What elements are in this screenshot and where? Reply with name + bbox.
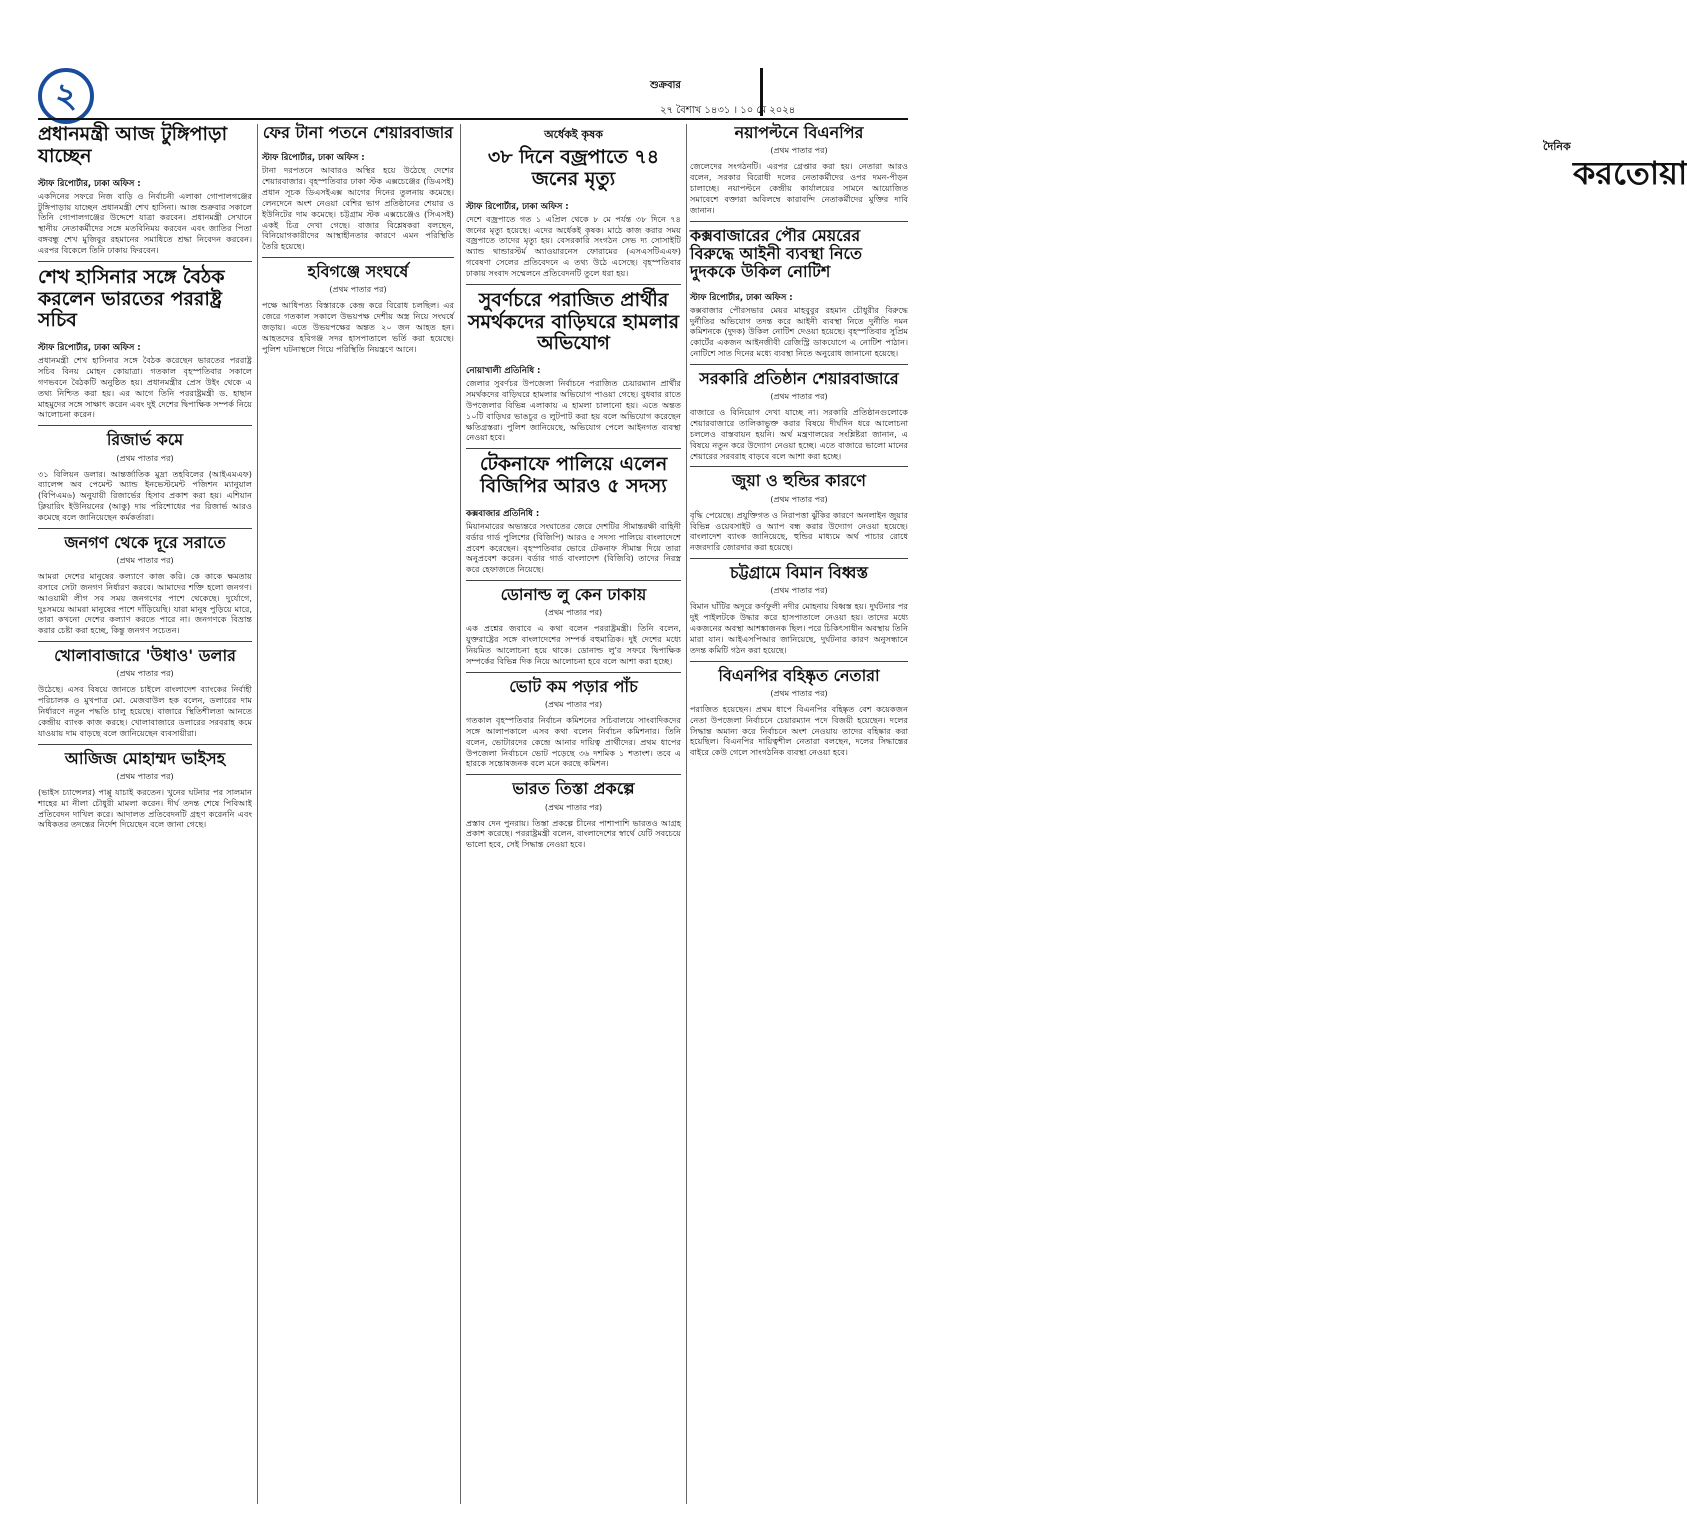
byline: কক্সবাজার প্রতিনিধি :	[466, 508, 540, 519]
byline: নোয়াখালী প্রতিনিধি :	[466, 366, 541, 377]
column-divider	[257, 124, 258, 1504]
divider	[38, 744, 252, 745]
article-body: প্রধানমন্ত্রী শেখ হাসিনার সঙ্গে বৈঠক করেছেন ভারতের পররাষ্ট্র সচিব বিনয় মোহন কোয়াত্রা। গতকাল বৃহস্পতিবার সকালে গণভবনে বৈঠকটি অনুষ্ঠিত হয়। প্রধানমন্ত্রীর প্রেস উইং থেকে এ তথ্য নিশ্চিত করা হয়। এর আগে তিনি পররাষ্ট্রমন্ত্রী ড. হাছান মাহমুদের সঙ্গে সাক্ষাৎ করেন এবং দুই দেশের দ্বিপাক্ষিক সম্পর্ক নিয়ে আলোচনা করেন।	[38, 355, 252, 420]
divider	[38, 425, 252, 426]
column-1	[38, 124, 252, 1504]
headline-donald-lu: ডোনাল্ড লু কেন ঢাকায়	[500, 584, 647, 604]
article-gambling	[690, 472, 908, 553]
article-share-market	[262, 124, 454, 252]
headline-habiganj: হবিগঞ্জে সংঘর্ষে	[307, 262, 409, 282]
article-body: উঠেছে। এসব বিষয়ে জানতে চাইলে বাংলাদেশ ব্যাংকের নির্বাহী পরিচালক ও মুখপাত্র মো. মেজবাউল হক বলেন, ডলারের দাম নির্ধারণে নতুন পদ্ধতি চালু হয়েছে। বাজারে স্থিতিশীলতা আনতে কেন্দ্রীয় ব্যাংক কাজ করছে। খোলাবাজারে ডলারের সরবরাহ কমে যাওয়ায় দাম বাড়ছে বলে জানিয়েছেন ব্যবসায়ীরা।	[38, 684, 252, 738]
article-body: বৃদ্ধি পেয়েছে। প্রযুক্তিগত ও নিরাপত্তা ঝুঁকির কারণে অনলাইন জুয়ার বিভিন্ন ওয়েবসাইট ও অ্যাপ বন্ধ করার উদ্যোগ নেওয়া হয়েছে। বাংলাদেশ ব্যাংক জানিয়েছে, হুন্ডির মাধ্যমে অর্থ পাচার রোধে নজরদারি জোরদার করা হয়েছে।	[690, 509, 908, 553]
divider	[466, 580, 681, 581]
article-body: পক্ষে আধিপত্য বিস্তারকে কেন্দ্র করে বিরোধ চলছিল। এর জেরে গতকাল সকালে উভয়পক্ষ দেশীয় অস্ত্র নিয়ে সংঘর্ষে জড়ায়। এতে উভয়পক্ষের অন্তত ২০ জন আহত হন। আহতদের হবিগঞ্জ সদর হাসপাতালে ভর্তি করা হয়েছে। পুলিশ ঘটনাস্থলে গিয়ে পরিস্থিতি নিয়ন্ত্রণে আনে।	[262, 300, 454, 354]
headline-dollar: খোলাবাজারে 'উধাও' ডলার	[54, 646, 236, 666]
headline-pm: প্রধানমন্ত্রী আজ টুঙ্গিপাড়া যাচ্ছেন	[38, 123, 228, 167]
divider	[466, 448, 681, 449]
headline-people: জনগণ থেকে দূরে সরাতে	[64, 532, 226, 552]
article-body: ৩১ বিলিয়ন ডলার। আন্তর্জাতিক মুদ্রা তহবিলের (আইএমএফ) ব্যালেন্স অব পেমেন্ট অ্যান্ড ইনভেস্টমেন্ট পজিশন ম্যানুয়াল (বিপিএম৬) অনুযায়ী রিজার্ভের হিসাব প্রকাশ করা হয়। এশিয়ান ক্লিয়ারিং ইউনিয়নের (আকু) দায় পরিশোধের পর রিজার্ভ আরও কমেছে বলে জানিয়েছেন কর্মকর্তারা।	[38, 468, 252, 522]
column-4	[690, 124, 908, 1504]
divider	[38, 528, 252, 529]
day-label: শুক্রবার	[650, 80, 681, 91]
headline-lightning: ৩৮ দিনে বজ্রপাতে ৭৪ জনের মৃত্যু	[487, 146, 660, 190]
continuation-note: (প্রথম পাতার পর)	[544, 700, 603, 710]
article-body: গতকাল বৃহস্পতিবার নির্বাচন কমিশনের সচিবালয়ে সাংবাদিকদের সঙ্গে আলাপকালে এসব কথা বলেন নির্বাচন কমিশনার। তিনি বলেন, ভোটারদের কেন্দ্রে আনার দায়িত্ব প্রার্থীদের। প্রথম ধাপের উপজেলা নির্বাচনে ভোট পড়েছে ৩৬ দশমিক ১ শতাংশ। তবে এ হারকে সন্তোষজনক বলে মনে করছে কমিশন।	[466, 715, 681, 769]
headline-vote: ভোট কম পড়ার পাঁচ	[509, 676, 638, 696]
article-people	[38, 534, 252, 636]
logo-small-text: দৈনিক	[1543, 140, 1571, 153]
article-teknaf	[466, 454, 681, 575]
article-body: এক প্রশ্নের জবাবে এ কথা বলেন পররাষ্ট্রমন্ত্রী। তিনি বলেন, যুক্তরাষ্ট্রের সঙ্গে বাংলাদেশের সম্পর্ক বহুমাত্রিক। দুই দেশের মধ্যে নিয়মিত আলোচনা হয়ে থাকে। ডোনাল্ড লু'র সফরে দ্বিপাক্ষিক সম্পর্কের বিভিন্ন দিক নিয়ে আলোচনা হবে বলে আশা করা হচ্ছে।	[466, 623, 681, 666]
headline-plane-crash: চট্টগ্রামে বিমান বিধ্বস্ত	[729, 563, 869, 583]
headline-teesta: ভারত তিস্তা প্রকল্পে	[512, 779, 635, 799]
divider	[690, 364, 908, 365]
dateline: ২৭ বৈশাখ ১৪৩১ । ১০ মে ২০২৪	[660, 105, 796, 116]
column-divider	[686, 124, 687, 1504]
article-body: একদিনের সফরে নিজ বাড়ি ও নির্বাচনী এলাকা গোপালগঞ্জের টুঙ্গিপাড়ায় যাচ্ছেন প্রধানমন্ত্রী শেখ হাসিনা। আজ শুক্রবার সকালে তিনি গোপালগঞ্জের উদ্দেশে যাত্রা করবেন। প্রধানমন্ত্রী সেখানে স্থানীয় নেতাকর্মীদের সঙ্গে মতবিনিময় করবেন এবং জাতির পিতা বঙ্গবন্ধু শেখ মুজিবুর রহমানের সমাধিতে শ্রদ্ধা নিবেদন করবেন। এরপর বিকেলে তিনি ঢাকায় ফিরবেন।	[38, 190, 252, 255]
article-body: আমরা দেশের মানুষের কল্যাণে কাজ করি। কে কাকে ক্ষমতায় বসাবে সেটা জনগণ নির্ধারণ করবে। আমাদের শক্তি হলো জনগণ। আওয়ামী লীগ সব সময় জনগণের পাশে থেকেছে। দুর্যোগে, দুঃসময়ে আমরা মানুষের পাশে দাঁড়িয়েছি। যারা মানুষ পুড়িয়ে মারে, তারা কখনো দেশের কল্যাণ করতে পারে না। জনগণকে বিভ্রান্ত করার চেষ্টা করা হচ্ছে, কিন্তু জনগণ সচেতন।	[38, 571, 252, 636]
article-body: মিয়ানমারের অভ্যন্তরে সংঘাতের জেরে দেশটির সীমান্তরক্ষী বাহিনী বর্ডার গার্ড পুলিশের (বিজিপি) আরও ৫ সদস্য পালিয়ে বাংলাদেশে প্রবেশ করেছেন। বৃহস্পতিবার ভোরে টেকনাফ সীমান্ত দিয়ে তারা অনুপ্রবেশ করেন। বর্ডার গার্ড বাংলাদেশ (বিজিবি) তাদের নিরস্ত্র করে হেফাজতে নিয়েছে।	[466, 520, 681, 575]
headline-bnp-expelled: বিএনপির বহিষ্কৃত নেতারা	[718, 665, 880, 685]
continuation-note: (প্রথম পাতার পর)	[544, 608, 603, 618]
article-body: পরাজিত হয়েছেন। প্রথম ধাপে বিএনপির বহিষ্কৃত বেশ কয়েকজন নেতা উপজেলা নির্বাচনে চেয়ারম্যান পদে বিজয়ী হয়েছেন। দলের সিদ্ধান্ত অমান্য করে নির্বাচনে অংশ নেওয়ায় তাদের বহিষ্কার করা হয়েছিল। বিএনপির দায়িত্বশীল নেতারা বলছেন, দলের সিদ্ধান্তের বাইরে কেউ গেলে সাংগঠনিক ব্যবস্থা নেওয়া হবে।	[690, 704, 908, 758]
article-teesta	[466, 780, 681, 850]
continuation-note: (প্রথম পাতার পর)	[770, 586, 828, 596]
article-dollar	[38, 647, 252, 739]
kicker: অর্ধেকই কৃষক	[544, 128, 603, 141]
column-divider	[460, 124, 461, 1504]
headline-naya-paltan: নয়াপল্টনে বিএনপির	[734, 123, 864, 142]
article-body: (ভাইস চ্যান্সেলর) পাপ্পু যাচাই করতেন। খুনের ঘটনার পর সালমান শাহের মা নীলা চৌধুরী মামলা করেন। দীর্ঘ তদন্ত শেষে পিবিআই প্রতিবেদন দাখিল করে। আদালত প্রতিবেদনটি গ্রহণ করেননি এবং অধিকতর তদন্তের নির্দেশ দিয়েছেন বলে জানা গেছে।	[38, 786, 252, 830]
article-donald-lu	[466, 586, 681, 667]
masthead-rule	[38, 118, 908, 120]
continuation-note: (প্রথম পাতার পর)	[770, 689, 828, 698]
headline-aziz: আজিজ মোহাম্মদ ভাইসহ	[64, 748, 226, 768]
headline-share-market: ফের টানা পতনে শেয়ারবাজার	[262, 123, 454, 142]
article-bnp-expelled	[690, 667, 908, 759]
column-3	[466, 124, 681, 1504]
byline: স্টাফ রিপোর্টার, ঢাকা অফিস :	[38, 343, 141, 354]
continuation-note: (প্রথম পাতার পর)	[116, 771, 174, 781]
byline: স্টাফ রিপোর্টার, ঢাকা অফিস :	[38, 178, 141, 189]
article-body: দেশে বজ্রপাতে গত ১ এপ্রিল থেকে ৮ মে পর্যন্ত ৩৮ দিনে ৭৪ জনের মৃত্যু হয়েছে। এদের অর্ধেকই কৃষক। মাঠে কাজ করার সময় বজ্রপাতে তাদের মৃত্যু হয়। বেসরকারি সংগঠন সেভ দ্য সোসাইটি অ্যান্ড থান্ডারস্টর্ম অ্যাওয়ারনেস ফোরামের (এসএসটিএএফ) গবেষণা সেলের প্রতিবেদনে এ তথ্য উঠে এসেছে। বৃহস্পতিবার ঢাকায় সংবাদ সম্মেলনে প্রতিবেদনটি তুলে ধরা হয়।	[466, 213, 681, 278]
article-body: বিমান ঘাঁটির অদূরে কর্ণফুলী নদীর মোহনায় বিধ্বস্ত হয়। দুর্ঘটনার পর দুই পাইলটকে উদ্ধার করে হাসপাতালে নেওয়া হয়। তাদের মধ্যে একজনের অবস্থা আশঙ্কাজনক ছিল। পরে চিকিৎসাধীন অবস্থায় তিনি মারা যান। আইএসপিআর জানিয়েছে, দুর্ঘটনার কারণ অনুসন্ধানে তদন্ত কমিটি গঠন করা হয়েছে।	[690, 601, 908, 655]
divider	[690, 466, 908, 467]
byline: স্টাফ রিপোর্টার, ঢাকা অফিস :	[262, 153, 365, 164]
headline-gambling: জুয়া ও হুন্ডির কারণে	[732, 471, 866, 491]
divider	[690, 661, 908, 662]
article-cox-mayor	[690, 227, 908, 359]
continuation-note: (প্রথম পাতার পর)	[116, 669, 174, 679]
headline-reserve: রিজার্ভ কমে	[106, 430, 184, 450]
article-body: জেলার সুবর্ণচর উপজেলা নির্বাচনে পরাজিত চেয়ারম্যান প্রার্থীর সমর্থকদের বাড়িঘরে হামলার অভিযোগ পাওয়া গেছে। বুধবার রাতে উপজেলার বিভিন্ন এলাকায় এ হামলা চালানো হয়। এতে অন্তত ১০টি বাড়িঘর ভাঙচুর ও লুটপাট করা হয় বলে অভিযোগ করেছেন ক্ষতিগ্রস্তরা। পুলিশ জানিয়েছে, অভিযোগ পেলে আইনগত ব্যবস্থা নেওয়া হবে।	[466, 378, 681, 443]
divider	[690, 558, 908, 559]
page-number-badge: ২	[38, 68, 94, 124]
continuation-note: (প্রথম পাতার পর)	[770, 494, 828, 504]
byline: স্টাফ রিপোর্টার, ঢাকা অফিস :	[690, 292, 793, 303]
article-naya-paltan	[690, 124, 908, 216]
article-aziz	[38, 750, 252, 831]
divider	[466, 774, 681, 775]
continuation-note: (প্রথম পাতার পর)	[116, 556, 174, 566]
divider	[38, 261, 252, 262]
article-lightning	[466, 126, 681, 279]
headline-subarnachar: সুবর্ণচরে পরাজিত প্রার্থীর সমর্থকদের বাড়িঘরে হামলার অভিযোগ	[467, 288, 680, 355]
article-pm	[38, 124, 252, 256]
divider	[690, 221, 908, 222]
continuation-note: (প্রথম পাতার পর)	[770, 146, 828, 156]
article-body: জেলেদের সংগঠনটি। এরপর গ্রেপ্তার করা হয়। নেতারা আরও বলেন, সরকার বিরোধী দলের নেতাকর্মীদের ওপর দমন-পীড়ন চালাচ্ছে। নয়াপল্টনে কেন্দ্রীয় কার্যালয়ের সামনে আয়োজিত সমাবেশে বক্তারা অবিলম্বে কারাবন্দি নেতাকর্মীদের মুক্তির দাবি জানান।	[690, 161, 908, 215]
continuation-note: (প্রথম পাতার পর)	[329, 285, 387, 295]
headline-teknaf: টেকনাফে পালিয়ে এলেন বিজিপির আরও ৫ সদস্য	[479, 453, 668, 497]
divider	[466, 672, 681, 673]
headline-foreign-secretary: শেখ হাসিনার সঙ্গে বৈঠক করলেন ভারতের পররাষ্ট্র সচিব	[38, 265, 225, 332]
divider	[262, 257, 454, 258]
article-govt-share	[690, 370, 908, 462]
headline-govt-share: সরকারি প্রতিষ্ঠান শেয়ারবাজারে	[699, 368, 899, 388]
divider	[466, 284, 681, 285]
logo-name: করতোয়া	[1573, 154, 1687, 192]
divider	[38, 641, 252, 642]
article-body: প্রস্তাব দেন পুনরায়। তিস্তা প্রকল্পে চীনের পাশাপাশি ভারতও আগ্রহ প্রকাশ করেছে। পররাষ্ট্রমন্ত্রী বলেন, বাংলাদেশের স্বার্থে যেটি সবচেয়ে ভালো হবে, সেই সিদ্ধান্ত নেওয়া হবে।	[466, 817, 681, 850]
article-body: কক্সবাজার পৌরসভার মেয়র মাহবুবুর রহমান চৌধুরীর বিরুদ্ধে দুর্নীতির অভিযোগ তদন্ত করে আইনী ব্যবস্থা নিতে দুর্নীতি দমন কমিশনকে (দুদক) উকিল নোটিশ দেওয়া হয়েছে। বৃহস্পতিবার সুপ্রিম কোর্টের একজন আইনজীবী রেজিস্ট্রি ডাকযোগে এ নোটিশ পাঠান। নোটিশে সাত দিনের মধ্যে ব্যবস্থা নিতে অনুরোধ জানানো হয়েছে।	[690, 304, 908, 359]
headline-cox-mayor: কক্সবাজারের পৌর মেয়রের বিরুদ্ধে আইনী ব্যবস্থা নিতে দুদককে উকিল নোটিশ	[690, 225, 862, 282]
article-habiganj	[262, 263, 454, 355]
continuation-note: (প্রথম পাতার পর)	[544, 802, 603, 812]
article-subarnachar	[466, 290, 681, 444]
continuation-note: (প্রথম পাতার পর)	[116, 453, 174, 463]
article-plane-crash	[690, 564, 908, 656]
article-body: টানা দরপতনে আবারও অস্থির হয়ে উঠেছে দেশের শেয়ারবাজার। বৃহস্পতিবার ঢাকা স্টক এক্সচেঞ্জের (ডিএসই) প্রধান সূচক ডিএসইএক্স আগের দিনের তুলনায় কমেছে। লেনদেনে অংশ নেওয়া বেশির ভাগ প্রতিষ্ঠানের শেয়ার ও ইউনিটের দাম কমেছে। চট্টগ্রাম স্টক এক্সচেঞ্জেও (সিএসই) একই চিত্র দেখা গেছে। বাজার বিশ্লেষকরা বলছেন, বিনিয়োগকারীদের আস্থাহীনতার কারণে এমন পরিস্থিতি তৈরি হয়েছে।	[262, 165, 454, 252]
byline: স্টাফ রিপোর্টার, ঢাকা অফিস :	[466, 201, 569, 212]
article-vote	[466, 678, 681, 770]
column-2	[262, 124, 454, 1504]
article-foreign-secretary	[38, 267, 252, 421]
continuation-note: (প্রথম পাতার পর)	[770, 392, 828, 402]
article-body: বাজারে ও বিনিয়োগ দেখা যাচ্ছে না। সরকারি প্রতিষ্ঠানগুলোকে শেয়ারবাজারে তালিকাভুক্ত করার বিষয়ে দীর্ঘদিন ধরে আলোচনা চললেও বাস্তবায়ন হয়নি। অর্থ মন্ত্রণালয়ের সংশ্লিষ্টরা জানান, এ বিষয়ে নতুন করে উদ্যোগ নেওয়া হচ্ছে। এতে বাজারে ভালো মানের শেয়ারের সরবরাহ বাড়বে বলে আশা করা হচ্ছে।	[690, 407, 908, 461]
article-reserve	[38, 431, 252, 523]
